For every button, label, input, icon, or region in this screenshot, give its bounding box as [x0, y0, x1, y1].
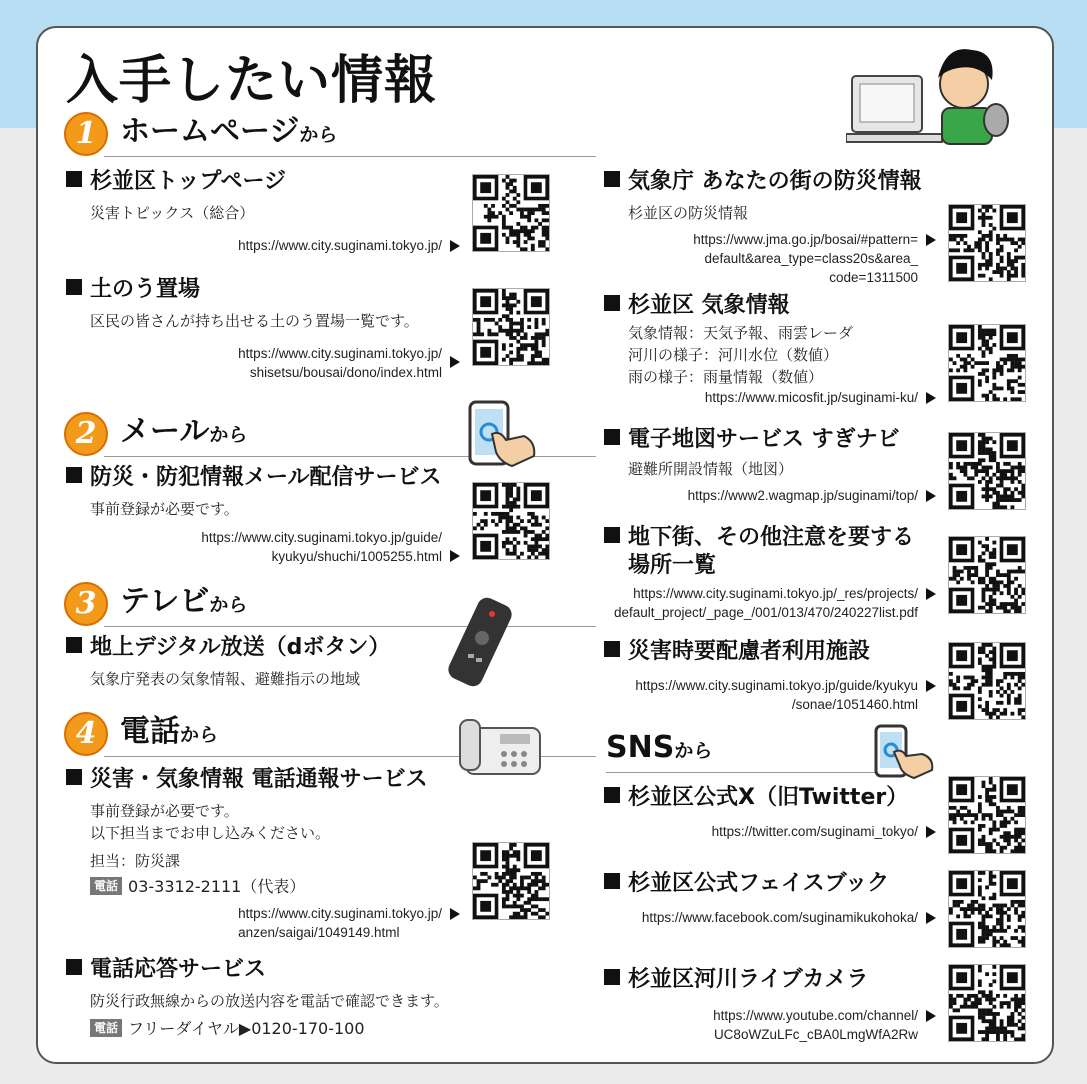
weather-url[interactable]: https://www.micosfit.jp/suginami-ku/ — [704, 390, 918, 405]
facebook-title: 杉並区公式フェイスブック — [604, 870, 889, 898]
answer-service-desc: 防災行政無線からの放送内容を電話で確認できます。 — [90, 992, 449, 1010]
qr-code-icon — [948, 642, 1026, 720]
arrow-icon — [926, 392, 936, 404]
telephone-icon — [456, 714, 548, 778]
phone-tag: 電話 — [90, 1019, 122, 1037]
section-label: 電話 — [120, 714, 180, 749]
weather-desc: 気象情報：天気予報、雨雲レーダ 河川の様子：河川水位（数値） 雨の様子：雨量情報（数値） — [628, 324, 854, 386]
section-number: 2 — [64, 412, 108, 456]
phone-service-contact: 担当：防災課 — [90, 852, 181, 870]
phone-tag: 電話 — [90, 877, 122, 895]
arrow-icon — [450, 356, 460, 368]
qr-code-icon — [948, 776, 1026, 854]
care-facility-title: 災害時要配慮者利用施設 — [604, 638, 870, 666]
sandbag-title: 土のう置場 — [66, 276, 200, 304]
river-cam-title: 杉並区河川ライブカメラ — [604, 966, 868, 994]
section-homepage-header — [64, 112, 556, 160]
section-suffix: から — [209, 424, 248, 446]
section-number: 3 — [64, 582, 108, 626]
top-page-url[interactable]: https://www.city.suginami.tokyo.jp/ — [238, 238, 442, 253]
phone-service-title: 災害・気象情報 電話通報サービス — [66, 766, 428, 794]
weather-title: 杉並区 気象情報 — [604, 292, 790, 320]
answer-service-tel: 電話 フリーダイヤル▶0120-170-100 — [90, 1018, 365, 1040]
phone-service-desc: 事前登録が必要です。 以下担当までお申し込みください。 — [90, 802, 331, 842]
river-cam-url[interactable]: https://www.youtube.com/channel/ UC8oWZuLFc_cBA0LmgWfA2Rw — [713, 1008, 918, 1042]
map-desc: 避難所開設情報（地図） — [628, 460, 794, 478]
qr-code-icon — [472, 482, 550, 560]
arrow-icon — [926, 1010, 936, 1022]
mail-service-title: 防災・防犯情報メール配信サービス — [66, 464, 442, 492]
section-suffix: から — [674, 740, 713, 762]
arrow-icon — [926, 588, 936, 600]
x-url[interactable]: https://twitter.com/suginami_tokyo/ — [711, 824, 918, 839]
person-at-computer-illustration — [846, 40, 1016, 152]
map-url[interactable]: https://www2.wagmap.jp/suginami/top/ — [687, 488, 918, 503]
digital-tv-title: 地上デジタル放送（dボタン） — [66, 634, 390, 662]
qr-code-icon — [948, 536, 1026, 614]
sandbag-desc: 区民の皆さんが持ち出せる土のう置場一覧です。 — [90, 312, 419, 330]
section-suffix: から — [180, 724, 219, 746]
jma-title: 気象庁 あなたの街の防災情報 — [604, 168, 922, 196]
qr-code-icon — [948, 204, 1026, 282]
section-label: テレビ — [120, 584, 210, 619]
qr-code-icon — [948, 870, 1026, 948]
qr-code-icon — [948, 964, 1026, 1042]
sandbag-url[interactable]: https://www.city.suginami.tokyo.jp/ shisetsu/bousai/dono/index.html — [238, 346, 442, 380]
arrow-icon — [926, 234, 936, 246]
section-suffix: から — [299, 124, 338, 146]
map-title: 電子地図サービス すぎナビ — [604, 426, 900, 454]
answer-service-title: 電話応答サービス — [66, 956, 266, 984]
jma-desc: 杉並区の防災情報 — [628, 204, 749, 222]
page-title: 入手したい情報 — [66, 51, 438, 111]
mail-service-desc: 事前登録が必要です。 — [90, 500, 239, 518]
section-label: メール — [120, 414, 210, 449]
section-number: 1 — [64, 112, 108, 156]
digital-tv-desc: 気象庁発表の気象情報、避難指示の地域 — [90, 670, 361, 688]
phone-service-tel: 電話 03-3312-2111（代表） — [90, 876, 305, 898]
mail-service-url[interactable]: https://www.city.suginami.tokyo.jp/guide/ kyukyu/shuchi/1005255.html — [201, 530, 442, 564]
smartphone-touch-icon — [466, 400, 542, 468]
tv-remote-icon — [444, 594, 524, 688]
qr-code-icon — [472, 174, 550, 252]
arrow-icon — [926, 680, 936, 692]
facebook-url[interactable]: https://www.facebook.com/suginamikukohoka/ — [641, 910, 918, 925]
arrow-icon — [450, 908, 460, 920]
arrow-icon — [926, 490, 936, 502]
underground-title: 地下街、その他注意を要する 場所一覧 — [604, 524, 914, 580]
section-number: 4 — [64, 712, 108, 756]
arrow-icon — [450, 240, 460, 252]
qr-code-icon — [472, 842, 550, 920]
smartphone-touch-icon — [874, 724, 940, 780]
jma-url[interactable]: https://www.jma.go.jp/bosai/#pattern= default&area_type=class20s&area_ code=1311500 — [693, 232, 918, 285]
qr-code-icon — [472, 288, 550, 366]
info-card — [36, 26, 1054, 1064]
care-facility-url[interactable]: https://www.city.suginami.tokyo.jp/guide/kyukyu /sonae/1051460.html — [635, 678, 918, 712]
section-suffix: から — [209, 594, 248, 616]
section-sns-header — [606, 728, 876, 776]
qr-code-icon — [948, 324, 1026, 402]
underground-url[interactable]: https://www.city.suginami.tokyo.jp/_res/projects/ default_project/_page_/001/013/470/240227list.pdf — [613, 586, 918, 620]
section-label: ホームページ — [120, 114, 300, 149]
phone-service-url[interactable]: https://www.city.suginami.tokyo.jp/ anzen/saigai/1049149.html — [238, 906, 442, 940]
qr-code-icon — [948, 432, 1026, 510]
arrow-icon — [926, 912, 936, 924]
x-title: 杉並区公式X（旧Twitter） — [604, 784, 908, 812]
top-page-title: 杉並区トップページ — [66, 168, 286, 196]
arrow-icon — [926, 826, 936, 838]
section-label: SNS — [606, 730, 675, 765]
arrow-icon — [450, 550, 460, 562]
top-page-desc: 災害トピックス（総合） — [90, 204, 255, 222]
